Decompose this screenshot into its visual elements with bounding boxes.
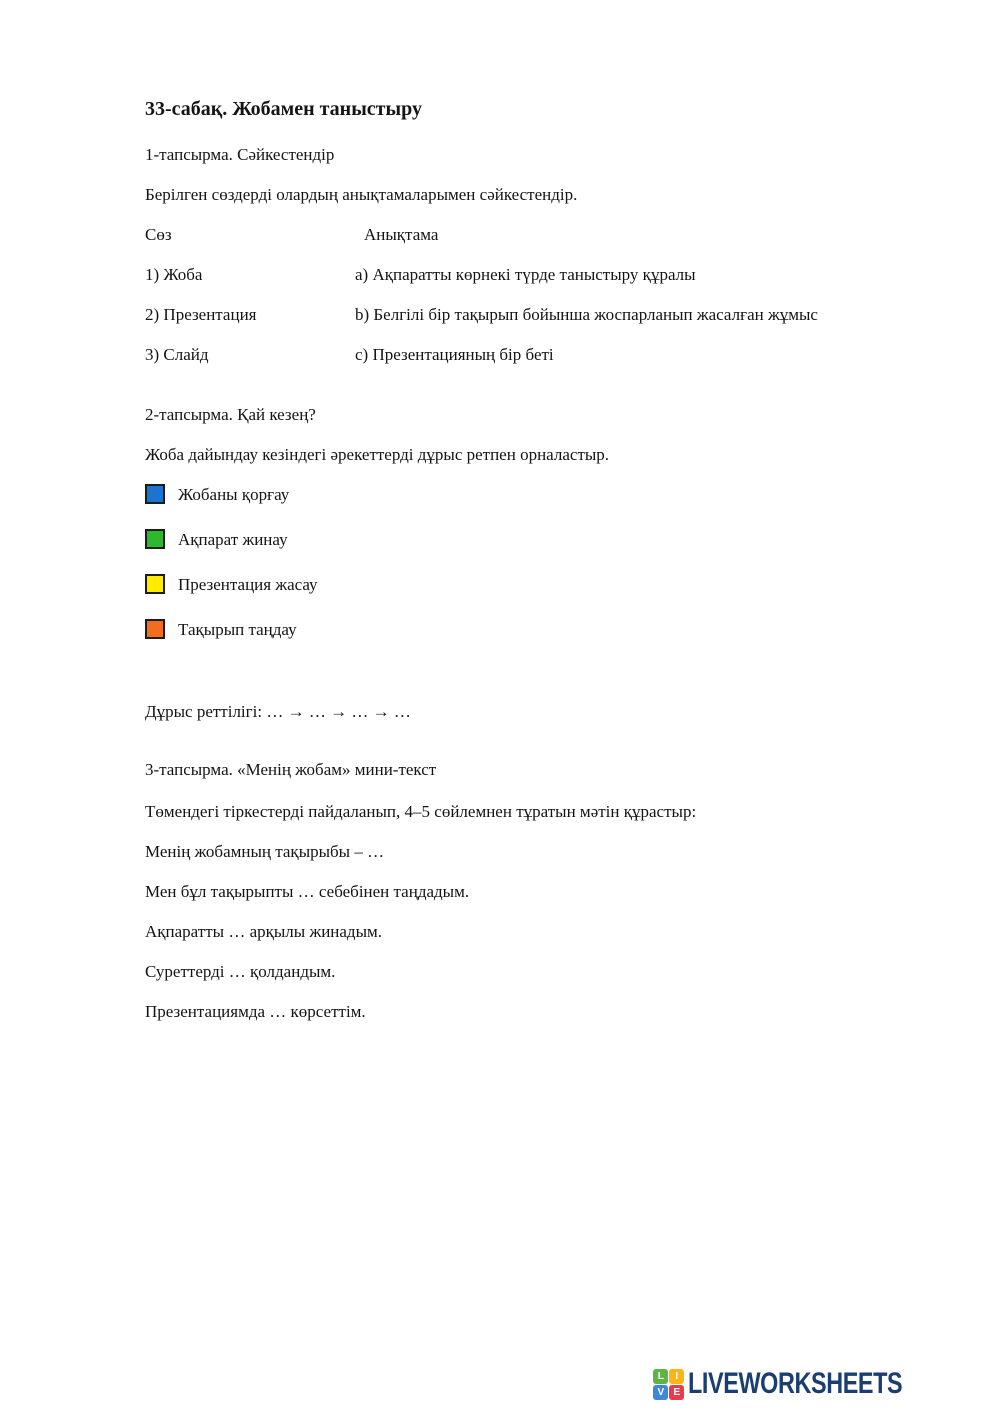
logo-tile-e: E [669,1385,684,1400]
page-title: 33-сабақ. Жобамен таныстыру [145,98,422,120]
match-row-1 [145,266,910,283]
sequence-line: Дұрыс реттілігі: … → … → … → … [145,702,411,721]
match-row-2 [145,306,910,323]
yellow-color-swatch [145,574,165,594]
definition-item: a) Ақпаратты көрнекі түрде таныстыру құралы [355,265,696,284]
prompt-line-2: Мен бұл тақырыпты … себебінен таңдадым. [145,882,470,901]
liveworksheets-logo[interactable] [653,1367,963,1401]
blue-color-swatch [145,484,165,504]
word-column-header: Сөз [145,225,172,244]
stage-label: Тақырып таңдау [178,619,297,639]
definition-column-header: Анықтама [364,225,439,244]
green-color-swatch [145,529,165,549]
logo-tile-l: L [653,1369,668,1384]
prompt-line-4: Суреттерді … қолдандым. [145,962,336,981]
stage-option-2 [145,528,910,550]
task1-section [145,146,910,363]
prompt-line-5: Презентациямда … көрсеттім. [145,1002,366,1021]
definition-item: b) Белгілі бір тақырып бойынша жоспарланып жасалған жұмыс [355,305,818,324]
stage-option-4 [145,618,910,640]
task1-instruction: Берілген сөздерді олардың анықтамаларымен сәйкестендір. [145,185,578,204]
stage-label: Презентация жасау [178,574,318,594]
task2-heading: 2-тапсырма. Қай кезең? [145,405,316,424]
task2-instruction: Жоба дайындау кезіндегі әрекеттерді дұрыс ретпен орналастыр. [145,445,610,464]
task3-heading: 3-тапсырма. «Менің жобам» мини-текст [145,760,437,779]
orange-color-swatch [145,619,165,639]
logo-tile-i: I [669,1369,684,1384]
stage-label: Жобаны қорғау [178,484,290,504]
task1-heading: 1-тапсырма. Сәйкестендір [145,145,335,164]
stage-option-1 [145,483,910,505]
stage-option-3 [145,573,910,595]
logo-tile-v: V [653,1385,668,1400]
task3-instruction: Төмендегі тіркестерді пайдаланып, 4–5 сөйлемнен тұратын мәтін құрастыр: [145,802,697,821]
prompt-line-1: Менің жобамның тақырыбы – … [145,842,385,861]
word-item: 2) Презентация [145,305,257,324]
match-table-header [145,226,910,243]
task3-section [145,761,910,1020]
task2-section [145,406,910,720]
word-item: 3) Слайд [145,345,209,364]
liveworksheets-tiles-icon [653,1369,684,1400]
stage-label: Ақпарат жинау [178,529,288,549]
brand-name: LIVEWORKSHEETS [688,1367,903,1400]
word-item: 1) Жоба [145,265,203,284]
match-row-3 [145,346,910,363]
definition-item: c) Презентацияның бір беті [355,345,554,364]
prompt-line-3: Ақпаратты … арқылы жинадым. [145,922,383,941]
